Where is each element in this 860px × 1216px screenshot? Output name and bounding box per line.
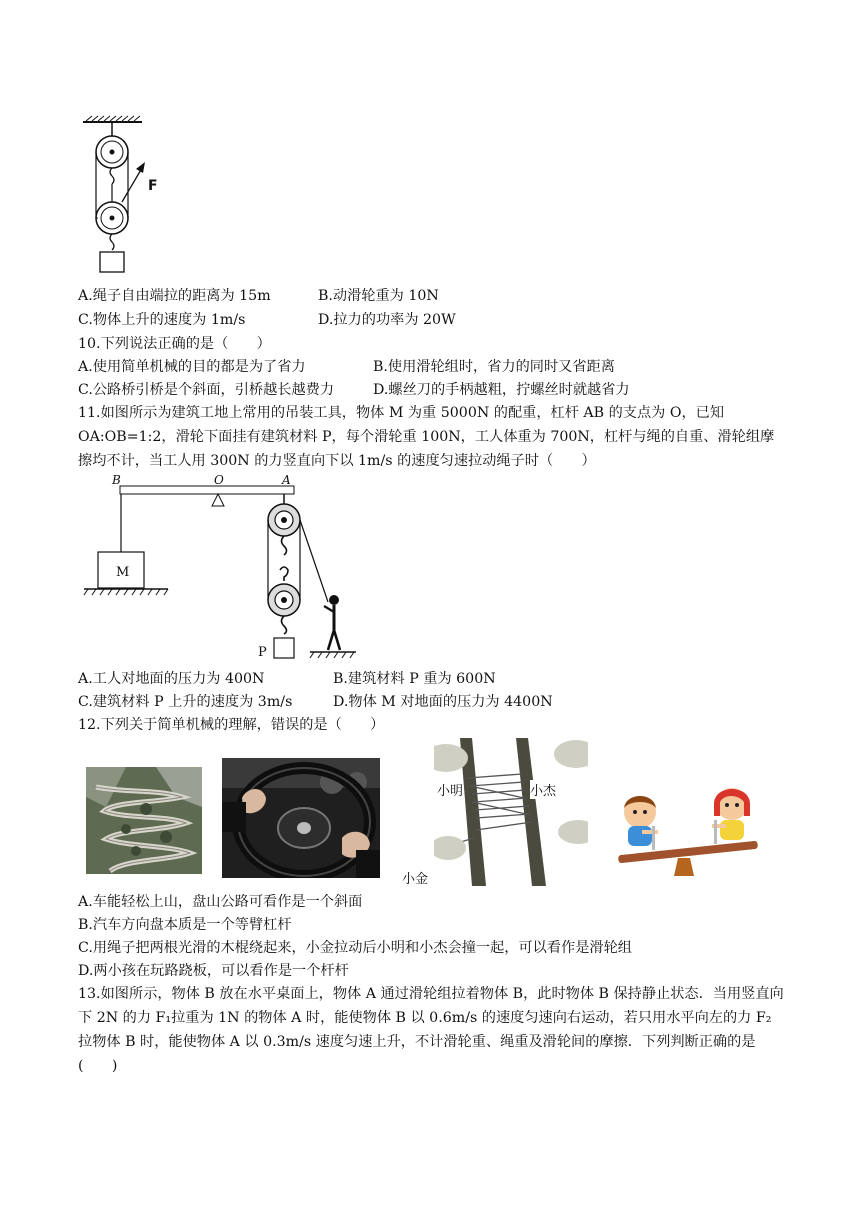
rope-sticks-image [434, 738, 588, 886]
q10-option-d: D.螺丝刀的手柄越粗，拧螺丝时就越省力 [373, 382, 630, 398]
q13-stem: 13.如图所示，物体 B 放在水平桌面上，物体 A 通过滑轮组拉着物体 B，此时物体 B 保持静止状态．当用竖直向下 2N 的力 F₁拉重为 1N 的物体 A 时，能使物体 B 以 0.6m/s 的速度匀速向右运动，若只用水平向左的力 F₂拉物体 B 时，能使物体 A 以 0.3m/s 速度匀速上升，不计滑轮重、绳重及滑轮间的摩擦．下列判断正确的是( ) [78, 986, 784, 1074]
q12-option-b: B.汽车方向盘本质是一个等臂杠杆 [78, 917, 292, 933]
q11-label-a: A [282, 473, 291, 487]
q12-stem: 12.下列关于简单机械的理解，错误的是（ ） [78, 717, 385, 733]
q11-option-d: D.物体 M 对地面的压力为 4400N [333, 694, 553, 710]
q10-option-c: C.公路桥引桥是个斜面，引桥越长越费力 [78, 382, 335, 398]
q9-option-d: D.拉力的功率为 20W [318, 312, 456, 328]
q11-label-m: M [116, 565, 130, 580]
q9-force-label: F [148, 178, 158, 194]
q11-label-b: B [112, 473, 121, 487]
q9-pulley-figure [76, 116, 176, 276]
q11-option-a: A.工人对地面的压力为 400N [78, 671, 265, 687]
q12-option-a: A.车能轻松上山，盘山公路可看作是一个斜面 [78, 894, 363, 910]
q12-option-d: D.两小孩在玩路跷板，可以看作是一个杆杆 [78, 963, 349, 979]
q10-option-a: A.使用简单机械的目的都是为了省力 [78, 359, 306, 375]
q12-label-xiaojin: 小金 [402, 872, 429, 887]
q12-label-xiaojie: 小杰 [530, 780, 556, 799]
q9-option-a: A.绳子自由端拉的距离为 15m [78, 288, 271, 304]
q10-stem: 10.下列说法正确的是（ ） [78, 336, 271, 352]
q9-option-b: B.动滑轮重为 10N [318, 288, 439, 304]
seesaw-image [608, 782, 760, 882]
q9-option-c: C.物体上升的速度为 1m/s [78, 312, 246, 328]
q12-option-c: C.用绳子把两根光滑的木棍绕起来，小金拉动后小明和小杰会撞一起，可以看作是滑轮组 [78, 940, 632, 956]
mountain-road-image [86, 767, 202, 874]
q11-stem: 11.如图所示为建筑工地上常用的吊装工具，物体 M 为重 5000N 的配重，杠杆 AB 的支点为 O，已知 OA:OB=1:2，滑轮下面挂有建筑材料 P，每个滑轮重 100N，工人体重为 700N，杠杆与绳的自重、滑轮组摩擦均不计，当工人用 300N 的力竖直向下以 1m/s 的速度匀速拉动绳子时（ ） [78, 405, 775, 469]
q11-option-c: C.建筑材料 P 上升的速度为 3m/s [78, 694, 293, 710]
q11-option-b: B.建筑材料 P 重为 600N [333, 671, 496, 687]
q11-label-p: P [258, 645, 267, 660]
q11-label-o: O [214, 473, 224, 487]
q12-label-xiaoming: 小明 [437, 780, 463, 799]
q10-option-b: B.使用滑轮组时，省力的同时又省距离 [373, 359, 615, 375]
steering-wheel-image [222, 758, 380, 878]
